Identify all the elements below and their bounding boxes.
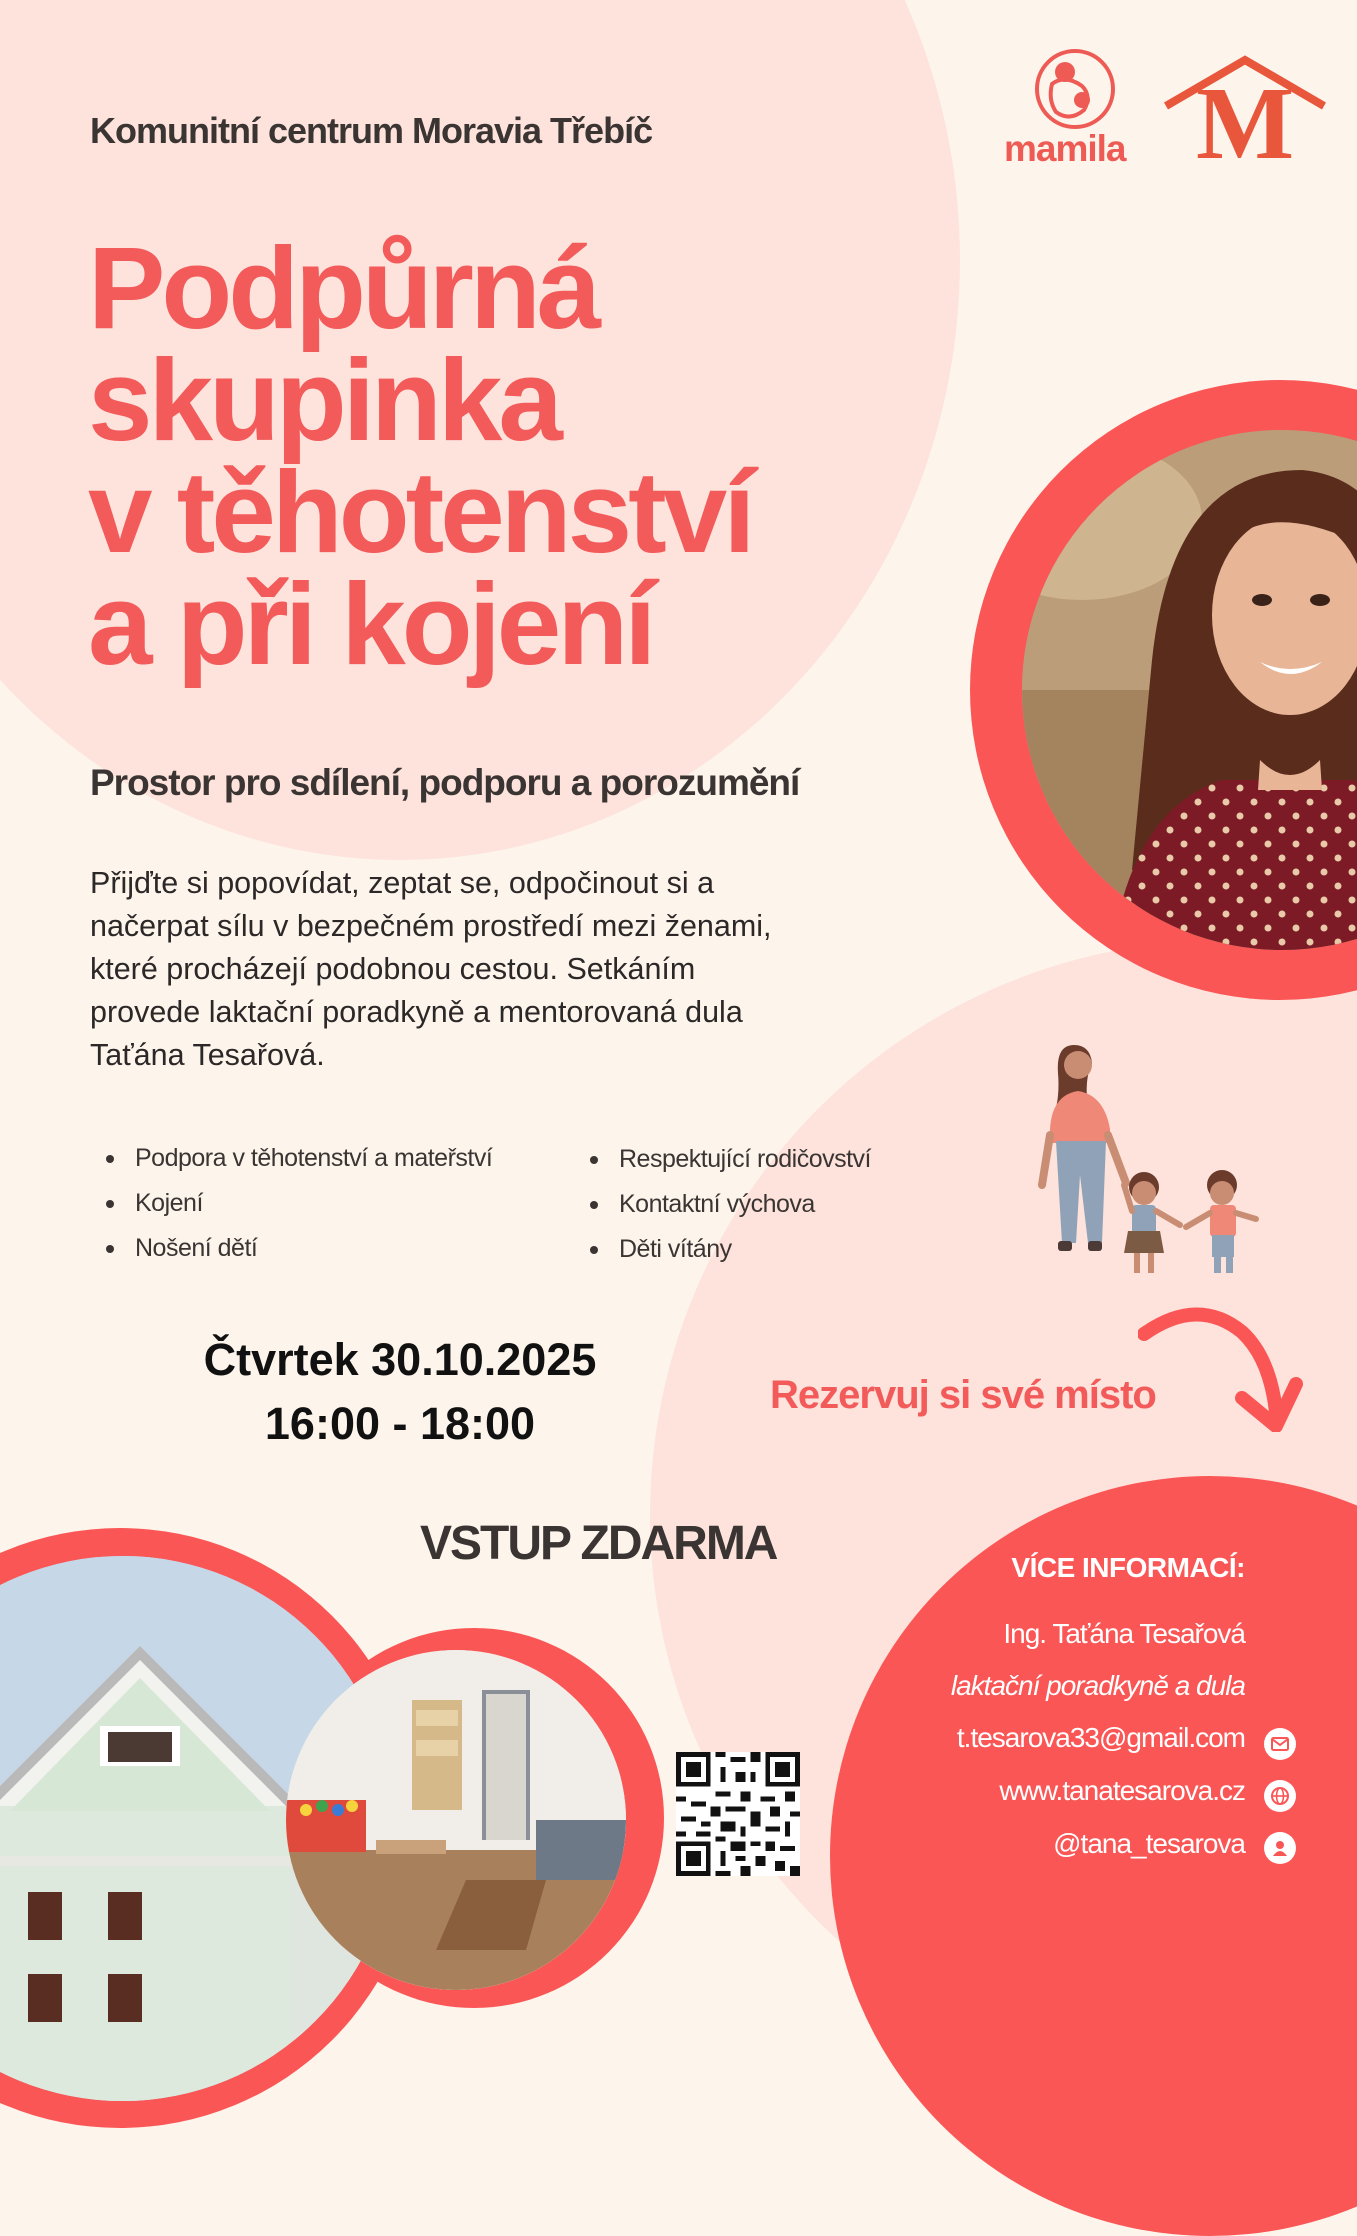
contact-website: www.tanatesarova.cz	[999, 1775, 1245, 1806]
mother-children-illustration	[1030, 1035, 1270, 1285]
arrow-icon	[1138, 1302, 1304, 1432]
description-line-5: Taťána Tesařová.	[90, 1038, 325, 1072]
list-item: Respektující rodičovství	[574, 1137, 871, 1182]
event-time: 16:00 - 18:00	[264, 1398, 536, 1449]
moravia-logo-letter: M	[1196, 66, 1295, 181]
description-line-4: provede laktační poradkyně a mentorovaná dula	[90, 995, 743, 1029]
playroom-image	[286, 1650, 626, 1990]
list-item: Děti vítány	[574, 1227, 871, 1272]
list-item: Kojení	[90, 1181, 492, 1226]
title-line-2: skupinka	[88, 335, 559, 465]
moravia-logo	[1160, 54, 1330, 181]
mamila-logo-mark	[1020, 44, 1130, 134]
title-line-3: v těhotenství	[88, 447, 752, 577]
contact-name: Ing. Taťána Tesařová	[1003, 1618, 1245, 1649]
user-icon	[1264, 1832, 1296, 1864]
subtitle: Prostor pro sdílení, podporu a porozumění	[90, 762, 800, 803]
reserve-cta: Rezervuj si své místo	[770, 1373, 1156, 1417]
interior-photo	[286, 1650, 626, 1990]
list-item: Podpora v těhotenství a mateřství	[90, 1136, 492, 1181]
mamila-logo-text: mamila	[1004, 128, 1126, 169]
description	[90, 862, 920, 1077]
event-date: Čtvrtek 30.10.2025	[203, 1334, 597, 1385]
topics-list-left	[90, 1136, 492, 1271]
mail-icon	[1264, 1728, 1296, 1760]
organization-name: Komunitní centrum Moravia Třebíč	[90, 110, 653, 151]
contact-email: t.tesarova33@gmail.com	[956, 1722, 1245, 1753]
qr-code-image	[676, 1752, 800, 1876]
description-line-2: načerpat sílu v bezpečném prostředí mezi ženami,	[90, 909, 772, 943]
globe-icon	[1264, 1780, 1296, 1812]
event-datetime	[140, 1328, 660, 1456]
contact-heading: VÍCE INFORMACÍ:	[1011, 1552, 1245, 1583]
title-line-1: Podpůrná	[88, 223, 598, 353]
contact-instagram: @tana_tesarova	[1053, 1828, 1245, 1859]
free-entry-label: VSTUP ZDARMA	[420, 1517, 777, 1570]
topics-list-right	[574, 1137, 871, 1272]
qr-code	[676, 1752, 800, 1876]
list-item: Kontaktní výchova	[574, 1182, 871, 1227]
contact-role: laktační poradkyně a dula	[950, 1670, 1245, 1701]
description-line-1: Přijďte si popovídat, zeptat se, odpočinout si a	[90, 866, 715, 900]
title-line-4: a při kojení	[88, 559, 653, 689]
mamila-logo	[1000, 44, 1150, 174]
main-title	[88, 223, 848, 689]
list-item: Nošení dětí	[90, 1226, 492, 1271]
description-line-3: které procházejí podobnou cestou. Setkáním	[90, 952, 696, 986]
